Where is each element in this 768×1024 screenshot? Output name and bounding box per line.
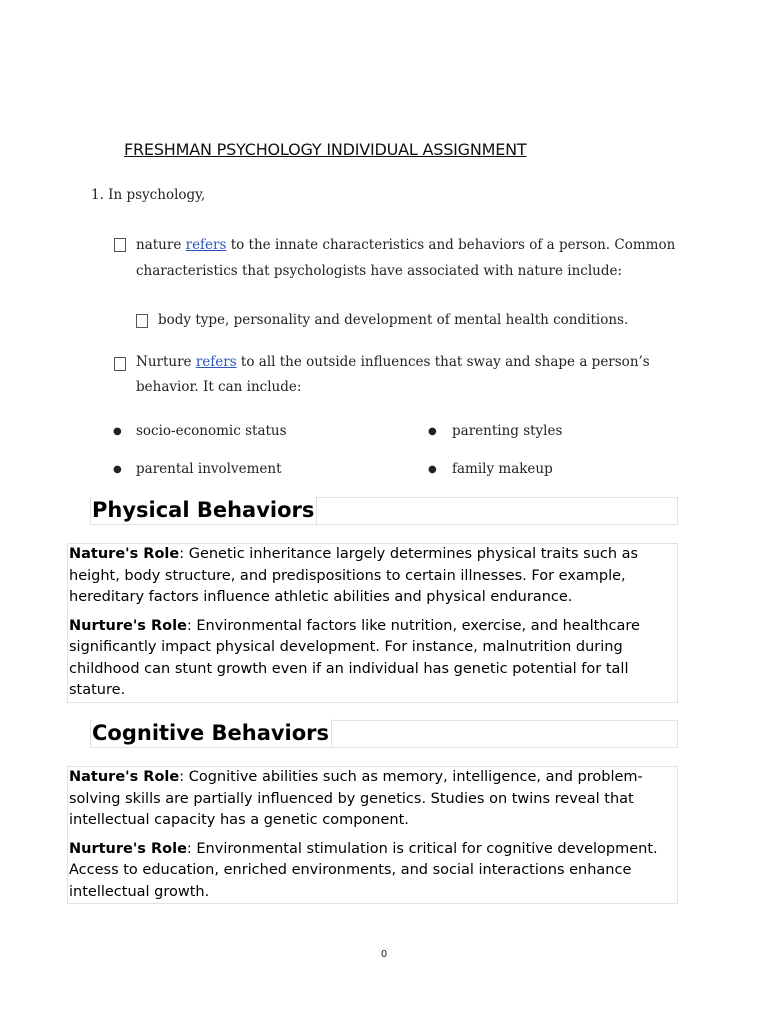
nature-paragraph bbox=[136, 232, 696, 284]
influence-item: parenting styles bbox=[452, 423, 563, 439]
nature-lead: nature bbox=[136, 237, 186, 253]
square-bullet-icon bbox=[136, 314, 148, 328]
physical-behaviors-section bbox=[67, 543, 678, 703]
cognitive-behaviors-section bbox=[67, 766, 678, 904]
physical-nurture-paragraph bbox=[69, 616, 677, 702]
physical-nature-paragraph bbox=[69, 544, 677, 609]
influence-item: family makeup bbox=[452, 461, 553, 477]
question-number: 1. In psychology, bbox=[91, 187, 206, 203]
cognitive-nature-paragraph bbox=[69, 767, 677, 832]
nature-role-label: Nature's Role bbox=[69, 546, 180, 562]
document-title: FRESHMAN PSYCHOLOGY INDIVIDUAL ASSIGNMENT bbox=[124, 139, 527, 159]
nature-subitem: body type, personality and development of mental health conditions. bbox=[158, 312, 629, 328]
nature-refers-link[interactable]: refers bbox=[185, 237, 227, 253]
cognitive-heading-box bbox=[90, 720, 678, 748]
physical-nature-text: : Genetic inheritance largely determines physical traits such as height, body structure, and predispositions to certain illnesses. For example, hereditary factors influence athletic abilities and physical endurance. bbox=[69, 546, 639, 605]
nurture-refers-link[interactable]: refers bbox=[195, 354, 237, 370]
nature-rest: to the innate characteristics and behaviors of a person. Common characteristics that psychologists have associated with nature include: bbox=[136, 237, 676, 279]
page-number: 0 bbox=[380, 949, 388, 960]
nature-role-label: Nature's Role bbox=[69, 769, 180, 785]
nurture-rest: to all the outside influences that sway and shape a person’s behavior. It can include: bbox=[136, 354, 650, 395]
bullet-dot-icon: ● bbox=[113, 426, 122, 437]
cognitive-nature-text: : Cognitive abilities such as memory, intelligence, and problem-solving skills are partially influenced by genetics. Studies on twins reveal that intellectual capacity has a genetic component. bbox=[69, 769, 643, 828]
nurture-role-label: Nurture's Role bbox=[69, 840, 187, 857]
physical-behaviors-heading: Physical Behaviors bbox=[92, 496, 317, 524]
bullet-dot-icon: ● bbox=[428, 464, 437, 475]
nurture-paragraph bbox=[136, 350, 696, 400]
square-bullet-icon bbox=[114, 238, 126, 252]
cognitive-behaviors-heading: Cognitive Behaviors bbox=[92, 719, 332, 747]
physical-nurture-text: : Environmental factors like nutrition, exercise, and healthcare significantly impact physical development. For instance, malnutrition during childhood can stunt growth even if an individual has genetic potential for tall stature. bbox=[69, 617, 640, 698]
nurture-lead: Nurture bbox=[136, 354, 196, 370]
cognitive-nurture-text: : Environmental stimulation is critical for cognitive development. Access to education, enriched environments, and social interactions enhance intellectual growth. bbox=[69, 840, 658, 900]
nurture-role-label: Nurture's Role bbox=[69, 617, 187, 634]
bullet-dot-icon: ● bbox=[113, 464, 122, 475]
bullet-dot-icon: ● bbox=[428, 426, 437, 437]
cognitive-nurture-paragraph bbox=[69, 839, 677, 904]
influence-item: parental involvement bbox=[136, 461, 282, 477]
physical-heading-box bbox=[90, 497, 678, 525]
influence-item: socio-economic status bbox=[136, 423, 287, 439]
square-bullet-icon bbox=[114, 357, 126, 371]
